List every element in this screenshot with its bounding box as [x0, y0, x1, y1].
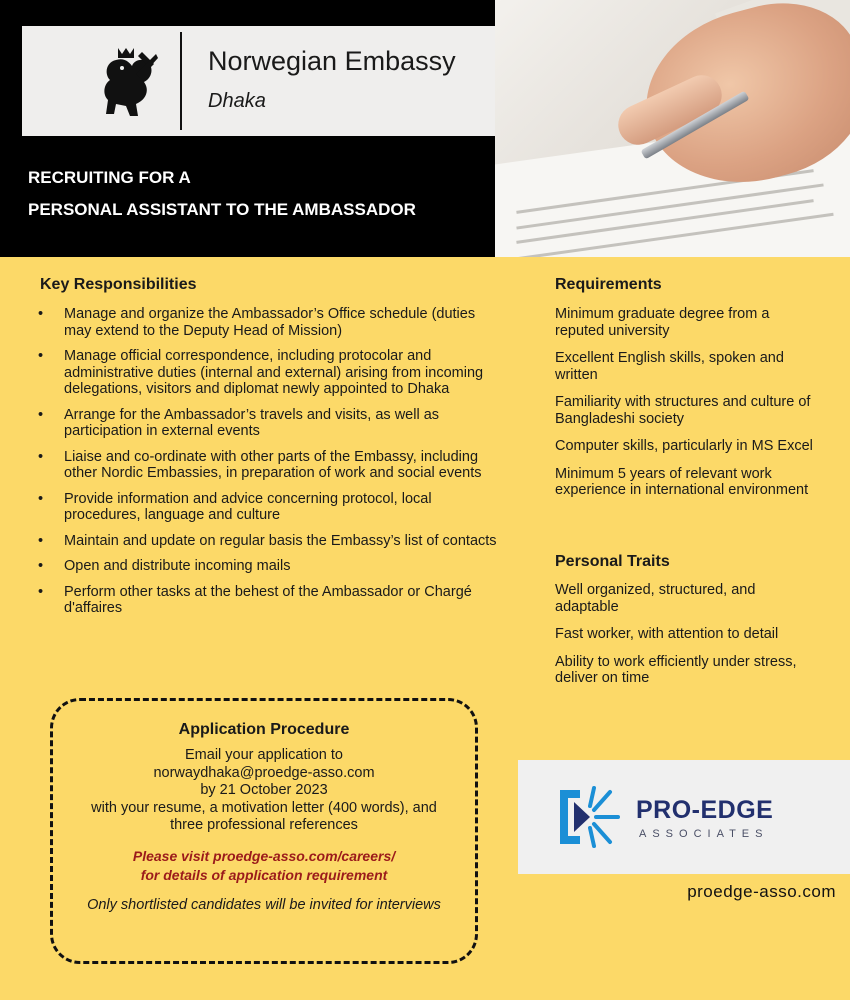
application-line: with your resume, a motivation letter (400 words), and: [91, 799, 437, 816]
recruiting-heading: [28, 162, 416, 226]
application-deadline: by 21 October 2023: [200, 782, 328, 798]
pro-edge-logo-icon: [556, 784, 622, 850]
list-item: Excellent English skills, spoken and written: [555, 350, 784, 383]
list-item: Familiarity with structures and culture of Bangladeshi society: [555, 394, 811, 427]
list-item: • Maintain and update on regular basis the Embassy’s list of contacts: [38, 533, 498, 550]
personal-traits-list: [555, 582, 820, 698]
list-item: Ability to work efficiently under stress, deliver on time: [555, 653, 797, 686]
visit-line-1: Please visit proedge-asso.com/careers/: [132, 847, 396, 864]
norwegian-lion-icon: [96, 44, 158, 120]
visit-line-2: for details of application requirement: [140, 866, 388, 883]
application-line: Email your application to: [185, 747, 343, 763]
application-procedure-box: [50, 698, 478, 964]
list-item: • Provide information and advice concerning protocol, local procedures, language and culture: [38, 491, 498, 524]
list-item: • Liaise and co-ordinate with other parts of the Embassy, including other Nordic Embassies, in preparation of work and social events: [38, 449, 498, 482]
responsibilities-title: Key Responsibilities: [40, 276, 197, 293]
requirements-list: [555, 306, 820, 510]
list-item: Computer skills, particularly in MS Excel: [555, 438, 813, 454]
embassy-city: Dhaka: [208, 90, 266, 112]
shortlist-note: Only shortlisted candidates will be invited for interviews: [87, 896, 441, 913]
pro-edge-url[interactable]: proedge-asso.com: [687, 882, 836, 901]
pro-edge-name: PRO-EDGE: [636, 796, 774, 824]
list-item: Minimum graduate degree from a reputed university: [555, 306, 770, 339]
responsibilities-list: [38, 306, 498, 626]
pro-edge-subtitle: ASSOCIATES: [639, 828, 769, 840]
list-item: • Manage and organize the Ambassador’s Office schedule (duties may extend to the Deputy Head of Mission): [38, 306, 498, 339]
requirements-title: Requirements: [555, 276, 662, 293]
list-item: Well organized, structured, and adaptable: [555, 582, 756, 615]
personal-traits-title: Personal Traits: [555, 553, 670, 570]
embassy-logo-box: [22, 26, 495, 136]
header-banner: [0, 0, 850, 257]
list-item: • Open and distribute incoming mails: [38, 558, 498, 575]
recruit-line-2: PERSONAL ASSISTANT TO THE AMBASSADOR: [28, 200, 416, 219]
list-item: Fast worker, with attention to detail: [555, 626, 779, 642]
header-photo: [495, 0, 850, 257]
list-item: • Manage official correspondence, including protocolar and administrative duties (internal and external) arising from incoming delegations, visitors and diplomat newly appointed to Dhaka: [38, 348, 498, 398]
application-title: Application Procedure: [178, 721, 350, 738]
application-email[interactable]: norwaydhaka@proedge-asso.com: [153, 764, 375, 781]
list-item: Minimum 5 years of relevant work experience in international environment: [555, 465, 809, 498]
application-body: [53, 747, 475, 835]
pro-edge-logo-box: [518, 760, 850, 874]
embassy-name: Norwegian Embassy: [208, 46, 456, 76]
list-item: • Perform other tasks at the behest of the Ambassador or Chargé d'affaires: [38, 584, 498, 617]
careers-link[interactable]: [53, 847, 475, 885]
list-item: • Arrange for the Ambassador’s travels and visits, as well as participation in external events: [38, 407, 498, 440]
application-line: three professional references: [170, 817, 358, 833]
recruit-line-1: RECRUITING FOR A: [28, 168, 191, 187]
logo-divider: [180, 32, 182, 130]
